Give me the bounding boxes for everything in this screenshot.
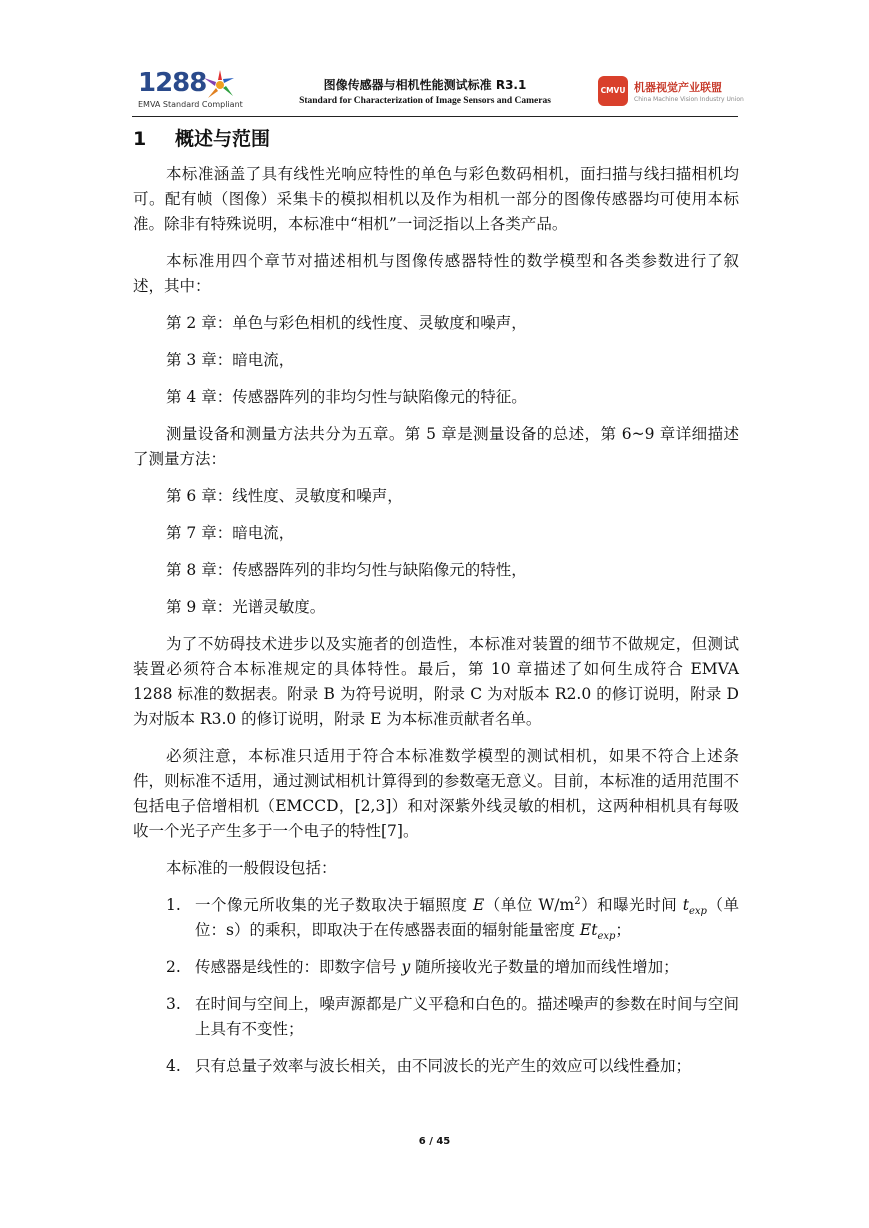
- list-text: 在时间与空间上，噪声源都是广义平稳和白色的。描述噪声的参数在时间与空间上具有不变性；: [195, 995, 739, 1038]
- cmvu-badge-icon: CMVU: [598, 76, 628, 106]
- header-subtitle: Standard for Characterization of Image Sensors and Cameras: [299, 96, 551, 106]
- paragraph-measurement: 测量设备和测量方法共分为五章。第 5 章是测量设备的总述，第 6~9 章详细描述了测量方法：: [133, 425, 739, 468]
- subscript-exp: exp: [597, 931, 616, 943]
- list-number: 3.: [166, 995, 181, 1013]
- chapter-line-8: 第 8 章：传感器阵列的非均匀性与缺陷像元的特性，: [166, 561, 527, 579]
- paragraph-assumptions-intro: 本标准的一般假设包括：: [166, 859, 337, 877]
- list-text: 随所接收光子数量的增加而线性增加；: [410, 958, 679, 976]
- superscript: 2: [574, 895, 581, 907]
- symbol-Et: Et: [579, 921, 598, 939]
- emva-star-icon: [200, 68, 240, 102]
- subscript-exp: exp: [688, 906, 707, 918]
- section-title: 概述与范围: [175, 128, 271, 150]
- section-heading: [133, 124, 270, 151]
- symbol-E: E: [472, 896, 485, 914]
- symbol-y: y: [401, 958, 411, 976]
- paragraph-chapters-intro: 本标准用四个章节对描述相机与图像传感器特性的数学模型和各类参数进行了叙述，其中：: [133, 252, 739, 295]
- emva-1288-logo: [138, 68, 248, 114]
- body-content: [133, 162, 739, 1091]
- chapter-line-3: 第 3 章：暗电流，: [166, 351, 295, 369]
- symbol-t: t: [682, 896, 689, 914]
- paragraph-setup: 为了不妨碍技术进步以及实施者的创造性，本标准对装置的细节不做规定，但测试装置必须符合本标准规定的具体特性。最后，第 10 章描述了如何生成符合 EMVA 1288 标准的数据表。附录 B 为符号说明，附录 C 为对版本 R2.0 的修订说明，附录 D 为对版本 R3.0 的修订说明，附录 E 为本标准贡献者名单。: [133, 635, 739, 728]
- section-number: 1: [133, 128, 147, 150]
- list-text: ；: [615, 921, 631, 939]
- page-number: 6 / 45: [418, 1136, 451, 1147]
- list-item: [133, 1054, 739, 1079]
- chapter-line-4: 第 4 章：传感器阵列的非均匀性与缺陷像元的特征。: [166, 388, 527, 406]
- list-item: [133, 893, 739, 943]
- list-text: 只有总量子效率与波长相关，由不同波长的光产生的效应可以线性叠加；: [195, 1057, 692, 1075]
- list-text: （单位 W/m: [484, 896, 575, 914]
- logo-1288-text: 1288: [138, 68, 207, 98]
- logo-compliant-text: EMVA Standard Compliant: [138, 100, 243, 109]
- list-text: 传感器是线性的：即数字信号: [195, 958, 402, 976]
- list-text: 一个像元所收集的光子数取决于辐照度: [195, 896, 473, 914]
- chapter-line-9: 第 9 章：光谱灵敏度。: [166, 598, 326, 616]
- page-header: [132, 62, 744, 117]
- list-item: [133, 992, 739, 1042]
- list-number: 4.: [166, 1057, 181, 1075]
- header-title: 图像传感器与相机性能测试标准 R3.1: [323, 78, 527, 92]
- chapter-line-6: 第 6 章：线性度、灵敏度和噪声，: [166, 487, 403, 505]
- list-item: [133, 955, 739, 980]
- chapter-line-2: 第 2 章：单色与彩色相机的线性度、灵敏度和噪声，: [166, 314, 527, 332]
- paragraph-applicability: 必须注意，本标准只适用于符合本标准数学模型的测试相机，如果不符合上述条件，则标准不适用，通过测试相机计算得到的参数毫无意义。目前，本标准的适用范围不包括电子倍增相机（EMCCD，[2,3]）和对深紫外线灵敏的相机，这两种相机具有每吸收一个光子产生多于一个电子的特性[7]。: [133, 747, 739, 840]
- cmvu-name: 机器视觉产业联盟: [634, 81, 722, 94]
- header-title-block: [260, 76, 590, 106]
- list-text: （单位：s）的乘积，即取决于在传感器表面的辐射能量密度: [195, 896, 739, 939]
- assumption-list: [133, 893, 739, 1079]
- paragraph-scope: 本标准涵盖了具有线性光响应特性的单色与彩色数码相机，面扫描与线扫描相机均可。配有帧（图像）采集卡的模拟相机以及作为相机一部分的图像传感器均可使用本标准。除非有特殊说明，本标准中“相机”一词泛指以上各类产品。: [133, 165, 739, 233]
- cmvu-logo: [594, 76, 744, 112]
- list-number: 1.: [166, 896, 181, 914]
- list-number: 2.: [166, 958, 181, 976]
- cmvu-english-name: China Machine Vision Industry Union: [634, 96, 744, 103]
- list-text: ）和曝光时间: [580, 896, 683, 914]
- chapter-line-7: 第 7 章：暗电流，: [166, 524, 295, 542]
